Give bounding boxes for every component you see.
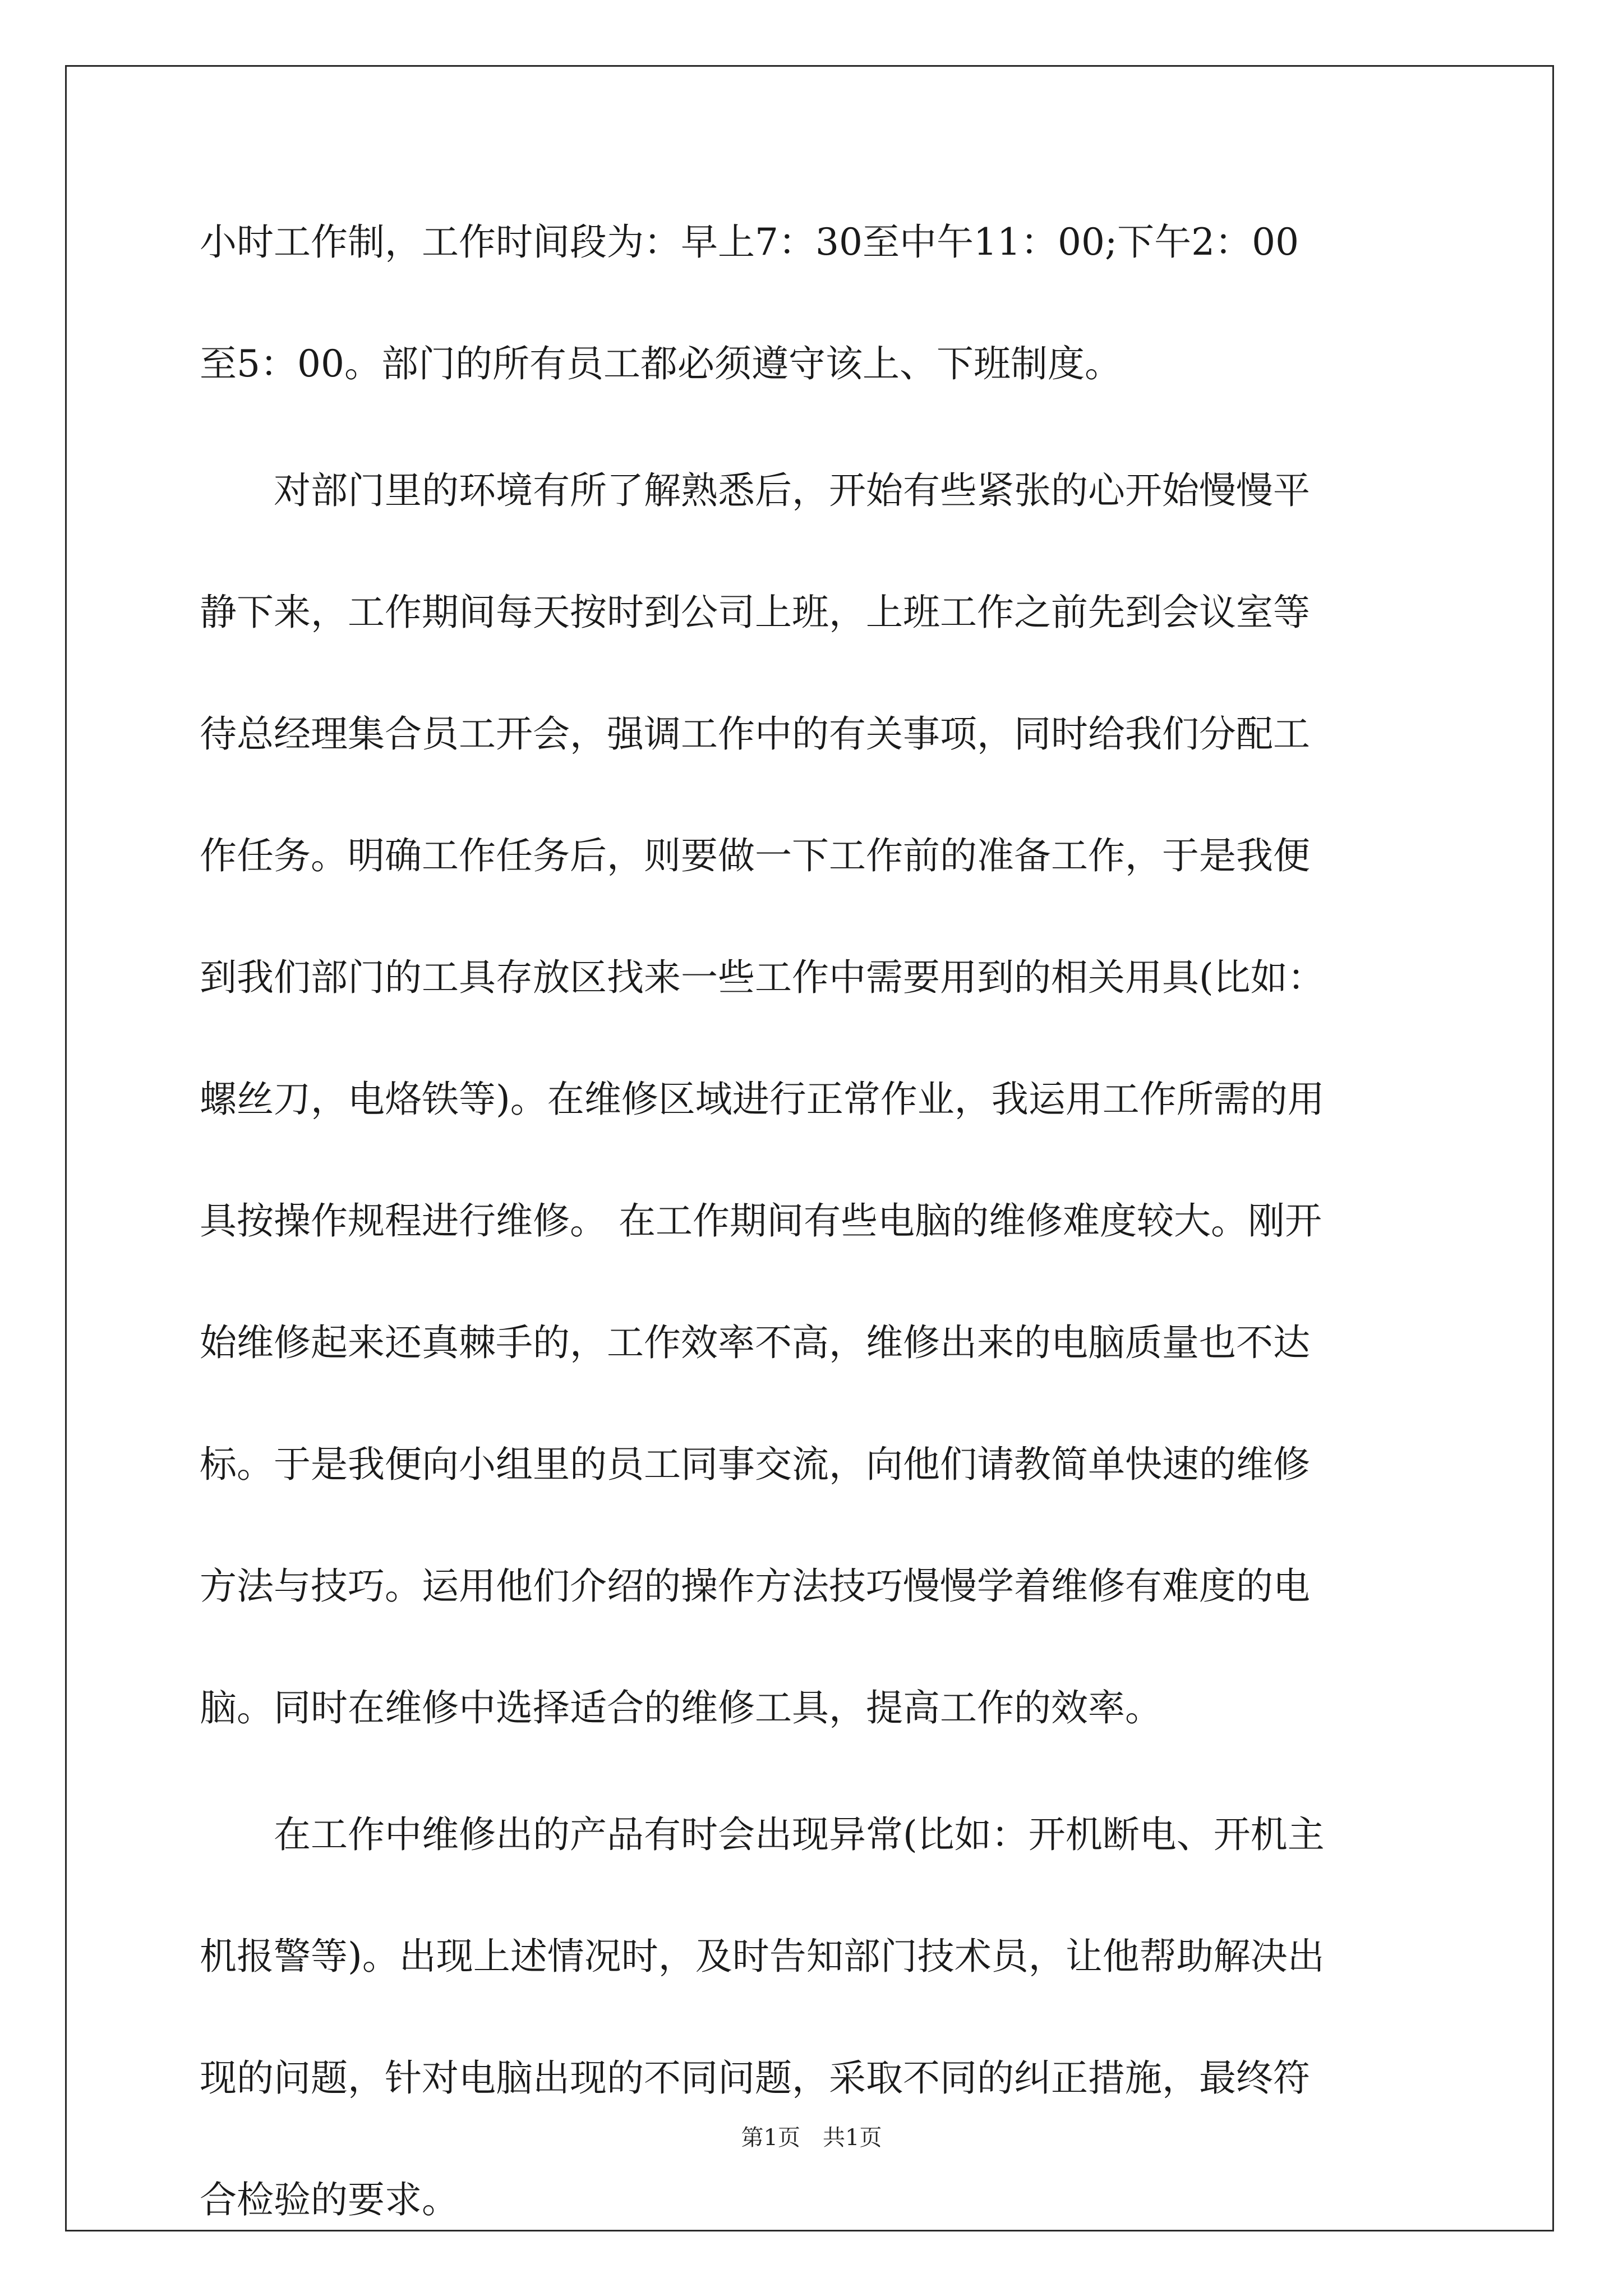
text-line: 脑。同时在维修中选择适合的维修工具，提高工作的效率。: [200, 1686, 1162, 1729]
text-line: 现的问题，针对电脑出现的不同问题，采取不同的纠正措施，最终符: [200, 2056, 1310, 2100]
text-line: 机报警等)。出现上述情况时，及时告知部门技术员，让他帮助解决出: [200, 1935, 1325, 1978]
text-line: 到我们部门的工具存放区找来一些工作中需要用到的相关用具(比如：: [200, 956, 1325, 999]
text-line: 至5：00。部门的所有员工都必须遵守该上、下班制度。: [200, 342, 1122, 385]
text-line: 静下来，工作期间每天按时到公司上班，上班工作之前先到会议室等: [200, 591, 1310, 634]
text-line: 合检验的要求。: [200, 2178, 459, 2221]
paragraph-2: [200, 464, 1422, 1803]
text-line: 螺丝刀，电烙铁等)。在维修区域进行正常作业，我运用工作所需的用: [200, 1078, 1325, 1121]
text-line: 待总经理集合员工开会，强调工作中的有关事项，同时给我们分配工: [200, 712, 1310, 756]
text-line: 标。于是我便向小组里的员工同事交流，向他们请教简单快速的维修: [200, 1443, 1310, 1486]
text-line: 方法与技巧。运用他们介绍的操作方法技巧慢慢学着维修有难度的电: [200, 1565, 1310, 1608]
text-line: 始维修起来还真棘手的，工作效率不高，维修出来的电脑质量也不达: [200, 1321, 1310, 1364]
text-line: 对部门里的环境有所了解熟悉后，开始有些紧张的心开始慢慢平: [200, 469, 1310, 512]
text-line: 作任务。明确工作任务后，则要做一下工作前的准备工作，于是我便: [200, 834, 1310, 877]
document-body: [200, 216, 1422, 2295]
text-line: 小时工作制，工作时间段为：早上7：30至中午11：00;下午2：00: [200, 220, 1299, 264]
text-line: 在工作中维修出的产品有时会出现异常(比如：开机断电、开机主: [200, 1813, 1325, 1856]
text-line: 具按操作规程进行维修。 在工作期间有些电脑的维修难度较大。刚开: [200, 1199, 1322, 1243]
paragraph-3: [200, 1809, 1422, 2295]
paragraph-1: [200, 216, 1422, 459]
page-number-footer: 第1页 共1页: [741, 2125, 882, 2151]
